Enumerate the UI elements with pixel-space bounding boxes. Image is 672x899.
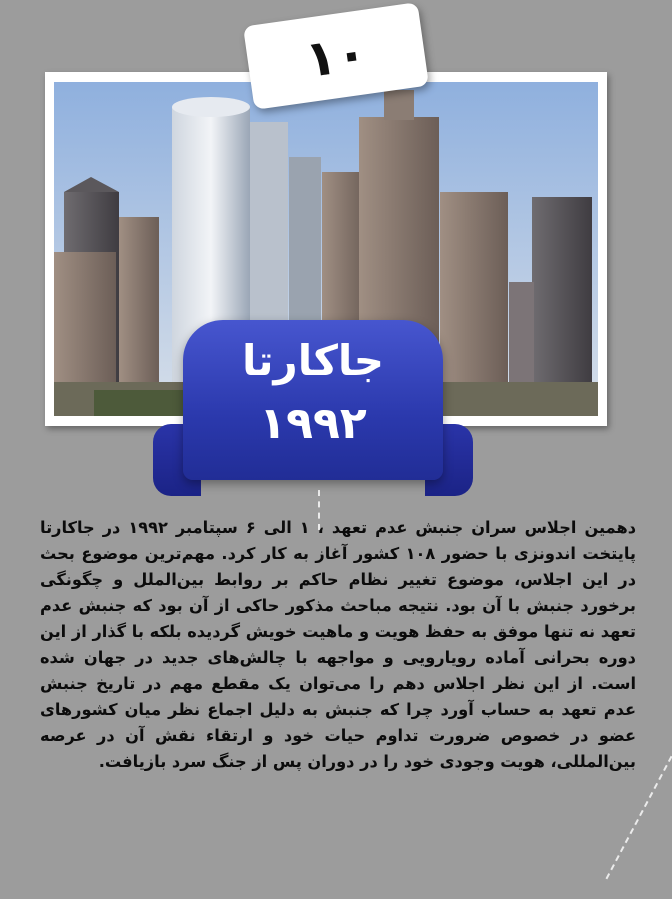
banner-body (183, 320, 443, 480)
year-label: ۱۹۹۲ (259, 398, 367, 450)
title-banner (153, 320, 473, 500)
description-paragraph: دهمین اجلاس سران جنبش عدم تعهد ، ۱ الی ۶ سپتامبر ۱۹۹۲ در جاکارتا پایتخت اندونزی با حضور ۱۰۸ کشور آغاز به کار کرد. مهم‌ترین موضوع بحث در این اجلاس، موضوع تغییر نظام حاکم بر روابط بین‌الملل و چگونگی برخورد جنبش با آن بود. نتیجه مباحث مذکور حاکی از آن بود که جنبش عدم تعهد نه تنها موفق به حفظ هویت و ماهیت خویش گردیده بلکه با گذار از این دوره بحرانی آماده رویارویی و مواجهه با چالش‌های جدید در جهان شده است. از این نظر اجلاس دهم را می‌توان یک مقطع مهم در تاریخ جنبش عدم تعهد به حساب آورد چرا که جنبش به دلیل اجماع نظر میان کشورهای عضو در خصوص ضرورت تداوم حیات خود و ارتقاء نقش آن در عرصه بین‌المللی، هویت وجودی خود را در دوران پس از جنگ سرد بازیافت. (40, 518, 637, 771)
number-tag-value: ۱۰ (301, 23, 371, 89)
city-title: جاکارتا (242, 336, 384, 385)
